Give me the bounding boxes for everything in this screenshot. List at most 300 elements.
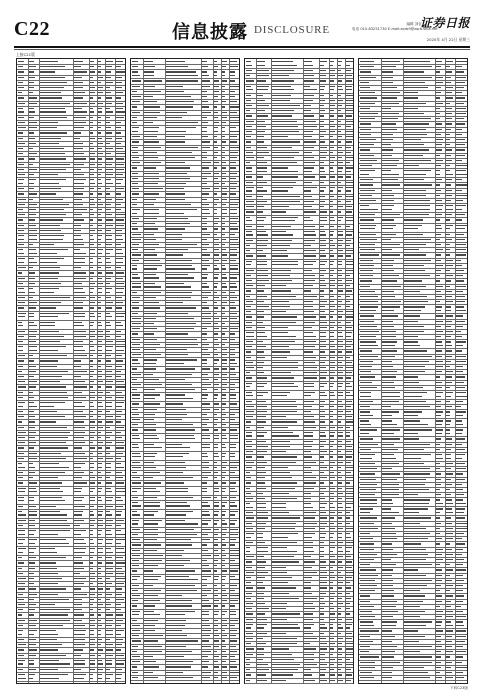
table-cell-text <box>320 270 326 271</box>
table-cell-text <box>98 463 102 464</box>
table-cell-text <box>222 265 225 266</box>
table-cell-text <box>246 80 254 81</box>
table-cell-text <box>446 549 451 550</box>
table-cell-text <box>446 219 450 220</box>
table-cell-text <box>304 542 313 543</box>
table-cell-text <box>166 438 195 439</box>
table-cell-text <box>330 654 333 655</box>
table-cell-text <box>202 96 207 97</box>
table-cell-text <box>272 367 298 368</box>
table-cell-text <box>132 656 139 657</box>
table-cell-text <box>90 138 95 139</box>
table-cell-text <box>202 398 206 399</box>
table-cell-text <box>382 523 392 524</box>
table-cell-text <box>272 627 300 628</box>
table-cell-text <box>320 240 326 241</box>
table-cell-text <box>74 381 85 382</box>
table-cell-text <box>456 345 463 346</box>
table-cell-text <box>29 669 36 670</box>
table-cell-text <box>222 453 226 454</box>
table-cell-text <box>106 397 111 398</box>
table-cell-text <box>202 354 209 355</box>
table-cell-text <box>116 491 125 492</box>
table-cell-text <box>18 230 24 231</box>
table-cell-text <box>404 580 432 581</box>
table-cell-text <box>360 415 372 416</box>
table-cell-text <box>346 561 351 562</box>
table-cell-text <box>214 565 217 566</box>
table-cell-text <box>404 494 418 495</box>
table-cell-text <box>436 575 442 576</box>
table-cell-text <box>90 482 95 483</box>
table-cell-text <box>106 548 110 549</box>
table-cell-text <box>202 75 209 76</box>
table-cell-text <box>436 214 441 215</box>
table-cell-text <box>90 214 94 215</box>
table-cell-text <box>40 262 56 263</box>
table-cell-text <box>330 498 333 499</box>
table-cell-text <box>338 141 341 142</box>
table-cell-text <box>346 250 353 251</box>
table-cell-text <box>40 594 57 595</box>
table-cell-text <box>404 190 426 191</box>
table-cell-text <box>404 265 424 266</box>
table-cell-text <box>18 199 26 200</box>
table-cell-text <box>106 497 113 498</box>
table-cell-text <box>246 547 250 548</box>
table-cell-text <box>346 255 351 256</box>
table-cell-text <box>144 661 155 662</box>
table-cell-text <box>246 362 253 363</box>
table-cell-text <box>74 336 85 337</box>
table-cell-text <box>456 275 463 276</box>
table-cell-text <box>222 117 227 118</box>
table-cell-text <box>404 118 431 119</box>
table-cell-text <box>272 624 298 625</box>
table-cell-text <box>330 80 334 81</box>
table-cell-text <box>320 217 327 218</box>
table-cell-text <box>40 158 65 159</box>
table-cell-text <box>338 619 342 620</box>
table-cell-text <box>18 376 24 377</box>
table-cell-text <box>106 331 109 332</box>
table-cell-text <box>18 463 22 464</box>
table-cell-text <box>202 444 210 445</box>
table-cell-text <box>404 468 430 469</box>
table-cell-text <box>222 585 225 586</box>
table-cell-text <box>116 674 122 675</box>
table-cell-text <box>436 429 443 430</box>
table-cell-text <box>144 167 156 168</box>
table-cell-text <box>90 497 94 498</box>
table-cell-text <box>18 253 24 254</box>
table-cell-text <box>222 666 226 667</box>
table-cell-text <box>346 296 350 297</box>
table-cell-text <box>230 666 237 667</box>
table-cell-text <box>446 489 450 490</box>
table-cell-text <box>246 451 253 452</box>
table-cell-text <box>132 193 139 194</box>
table-cell-text <box>29 313 34 314</box>
table-cell-text <box>90 447 94 448</box>
table-cell-text <box>222 91 225 92</box>
table-cell-text <box>436 580 442 581</box>
table-cell-text <box>166 223 189 224</box>
table-cell-text <box>330 261 334 262</box>
table-cell-text <box>144 147 161 148</box>
table-cell-text <box>456 484 461 485</box>
table-cell-text <box>132 472 137 473</box>
table-cell-text <box>404 350 426 351</box>
table-cell-text <box>90 148 94 149</box>
table-cell-text <box>257 669 269 670</box>
table-cell-text <box>320 638 326 639</box>
table-cell-text <box>29 578 33 579</box>
table-cell-text <box>166 292 192 293</box>
table-cell-text <box>132 419 140 420</box>
table-cell-text <box>320 285 326 286</box>
table-cell-text <box>222 677 226 678</box>
table-cell-text <box>304 147 313 148</box>
table-cell-text <box>90 669 94 670</box>
table-cell-text <box>272 327 288 328</box>
table-cell-text <box>166 646 186 647</box>
table-cell-text <box>257 190 266 191</box>
table-cell-text <box>29 292 35 293</box>
table-cell-text <box>222 595 226 596</box>
table-cell-text <box>90 467 93 468</box>
table-cell-text <box>106 482 112 483</box>
table-cell-text <box>330 147 334 148</box>
table-cell-text <box>166 453 189 454</box>
table-cell-text <box>144 131 158 132</box>
table-cell-text <box>257 126 266 127</box>
table-cell-text <box>202 260 209 261</box>
table-cell-text <box>436 376 440 377</box>
table-cell-text <box>304 105 311 106</box>
table-cell-text <box>346 441 351 442</box>
table-cell-text <box>116 477 123 478</box>
table-cell-text <box>456 165 466 166</box>
table-cell-text <box>214 447 218 448</box>
table-cell-text <box>132 600 138 601</box>
table-cell-text <box>304 201 314 202</box>
table-cell-text <box>90 432 95 433</box>
table-cell-text <box>382 415 391 416</box>
table-cell-text <box>456 601 463 602</box>
table-cell-text <box>214 595 218 596</box>
table-cell-text <box>304 311 314 312</box>
table-cell-text <box>222 374 227 375</box>
table-cell-text <box>106 122 110 123</box>
table-cell-text <box>116 525 121 526</box>
table-cell-text <box>222 661 226 662</box>
table-cell-text <box>338 432 343 433</box>
table-cell-text <box>360 92 375 93</box>
table-cell-text <box>116 552 125 553</box>
table-cell-text <box>320 327 327 328</box>
table-cell-text <box>116 458 121 459</box>
table-cell-text <box>257 245 266 246</box>
table-cell-text <box>246 75 250 76</box>
table-cell-text <box>132 363 140 364</box>
table-cell-text <box>346 551 350 552</box>
table-cell-text <box>144 590 161 591</box>
table-cell-text <box>29 416 35 417</box>
table-cell-text <box>456 517 465 518</box>
table-cell-text <box>382 306 400 307</box>
table-cell-text <box>116 111 125 112</box>
table-cell-text <box>320 627 327 628</box>
table-cell-text <box>330 332 333 333</box>
table-cell-text <box>132 213 137 214</box>
table-cell-text <box>346 627 350 628</box>
table-cell-text <box>214 576 219 577</box>
table-cell-text <box>272 664 300 665</box>
table-cell-text <box>144 75 153 76</box>
table-cell-text <box>404 543 421 544</box>
table-cell-text <box>166 595 182 596</box>
table-cell-text <box>132 585 139 586</box>
table-cell-text <box>320 126 324 127</box>
table-cell-text <box>40 272 59 273</box>
table-cell-text <box>382 190 392 191</box>
table-cell-text <box>436 611 443 612</box>
table-cell-text <box>40 655 66 656</box>
table-cell-text <box>230 635 236 636</box>
table-cell-text <box>360 580 375 581</box>
table-cell-text <box>18 225 24 226</box>
table-cell-text <box>132 620 137 621</box>
table-cell-text <box>132 453 140 454</box>
table-cell-text <box>304 467 310 468</box>
table-cell-text <box>346 528 353 529</box>
table-cell-text <box>304 648 315 649</box>
table-cell-text <box>116 447 124 448</box>
table-cell-text <box>116 262 123 263</box>
table-cell-text <box>40 179 66 180</box>
table-cell-text <box>304 477 316 478</box>
table-cell-text <box>330 551 333 552</box>
table-cell-text <box>257 255 266 256</box>
table-cell-text <box>346 482 350 483</box>
table-cell-text <box>222 193 226 194</box>
table-cell-text <box>246 587 253 588</box>
continued-from-caption: 上接C21版 <box>16 52 35 57</box>
table-cell-text <box>304 187 316 188</box>
table-cell-text <box>436 508 443 509</box>
table-cell-text <box>360 139 375 140</box>
table-cell-text <box>214 462 217 463</box>
table-cell-text <box>116 325 123 326</box>
table-cell-text <box>446 195 452 196</box>
table-cell-text <box>446 108 452 109</box>
table-cell-text <box>320 572 326 573</box>
table-cell-text <box>456 244 466 245</box>
table-cell-text <box>74 77 82 78</box>
table-cell-text <box>202 344 209 345</box>
table-cell-text <box>456 611 463 612</box>
table-cell-text <box>106 132 112 133</box>
table-cell-text <box>230 419 235 420</box>
table-cell-text <box>230 147 239 148</box>
table-cell-text <box>330 441 334 442</box>
table-cell-text <box>214 127 218 128</box>
table-cell-text <box>330 131 335 132</box>
table-cell-text <box>29 467 35 468</box>
table-cell-text <box>230 374 236 375</box>
table-cell-text <box>382 77 393 78</box>
table-cell-text <box>166 328 194 329</box>
table-cell-text <box>436 225 440 226</box>
table-cell-text <box>382 254 400 255</box>
table-cell-text <box>18 557 22 558</box>
table-cell-text <box>18 219 23 220</box>
table-cell-text <box>382 214 400 215</box>
table-cell-text <box>202 86 210 87</box>
table-cell-text <box>446 415 450 416</box>
table-cell-text <box>222 277 227 278</box>
table-cell-text <box>446 595 452 596</box>
table-cell-text <box>40 447 67 448</box>
table-cell-text <box>202 101 208 102</box>
table-cell-text <box>29 588 36 589</box>
table-cell-text <box>144 384 162 385</box>
table-cell-text <box>257 517 268 518</box>
table-cell-text <box>436 356 442 357</box>
table-cell-text <box>404 517 431 518</box>
table-cell-text <box>116 588 122 589</box>
table-cell-text <box>456 296 465 297</box>
table-cell-text <box>74 82 83 83</box>
table-cell-text <box>144 292 161 293</box>
table-cell-text <box>456 361 466 362</box>
table-cell-text <box>98 609 101 610</box>
table-cell-text <box>436 291 441 292</box>
table-cell-text <box>132 318 141 319</box>
table-cell-text <box>214 520 219 521</box>
table-cell-text <box>74 604 82 605</box>
table-cell-text <box>29 179 36 180</box>
table-cell-text <box>29 117 33 118</box>
table-cell-text <box>144 656 153 657</box>
table-cell-text <box>98 568 101 569</box>
table-cell-text <box>436 118 440 119</box>
table-cell-text <box>222 467 226 468</box>
table-cell-text <box>382 396 400 397</box>
table-cell-text <box>330 523 334 524</box>
table-cell-text <box>166 127 196 128</box>
table-cell-text <box>257 421 266 422</box>
table-cell-text <box>404 406 430 407</box>
table-cell-text <box>132 183 138 184</box>
table-cell-text <box>222 359 227 360</box>
table-cell-text <box>202 333 207 334</box>
table-cell-text <box>222 167 226 168</box>
table-cell-text <box>40 346 66 347</box>
table-cell-text <box>132 384 141 385</box>
table-cell-text <box>90 292 93 293</box>
table-cell-text <box>166 106 193 107</box>
table-cell-text <box>166 359 197 360</box>
table-cell-text <box>222 555 226 556</box>
table-cell-text <box>382 611 398 612</box>
table-cell-text <box>404 438 419 439</box>
table-cell-text <box>446 184 451 185</box>
table-cell-text <box>456 291 463 292</box>
table-cell-text <box>214 488 219 489</box>
table-cell-text <box>246 482 251 483</box>
table-cell-text <box>346 603 350 604</box>
table-cell-text <box>246 95 251 96</box>
table-cell-text <box>436 411 443 412</box>
table-cell-text <box>98 148 102 149</box>
table-cell-text <box>132 209 140 210</box>
table-cell-text <box>330 643 335 644</box>
table-cell-text <box>202 611 209 612</box>
table-cell-text <box>98 360 101 361</box>
table-cell-text <box>272 383 294 384</box>
table-cell-text <box>320 220 326 221</box>
table-cell-text <box>18 97 24 98</box>
table-cell-text <box>304 577 311 578</box>
table-cell-text <box>132 477 140 478</box>
table-cell-text <box>132 157 139 158</box>
table-cell-text <box>98 174 101 175</box>
table-cell-text <box>320 654 325 655</box>
table-cell-text <box>222 71 225 72</box>
table-cell-text <box>382 651 395 652</box>
table-cell-text <box>116 530 120 531</box>
table-cell-text <box>98 488 102 489</box>
table-cell-text <box>29 225 35 226</box>
table-cell-text <box>456 424 463 425</box>
table-cell-text <box>106 614 113 615</box>
table-cell-text <box>382 406 391 407</box>
table-cell-text <box>436 616 441 617</box>
table-cell-text <box>346 613 350 614</box>
table-cell-text <box>74 143 83 144</box>
table-cell-text <box>246 421 251 422</box>
table-cell-text <box>214 467 217 468</box>
table-cell-text <box>360 585 376 586</box>
table-cell-text <box>360 214 375 215</box>
table-cell-text <box>230 344 239 345</box>
table-cell-text <box>338 306 341 307</box>
table-cell-text <box>132 570 137 571</box>
table-cell-text <box>404 184 432 185</box>
table-cell-text <box>257 95 263 96</box>
table-cell-text <box>74 117 86 118</box>
table-cell-text <box>338 582 343 583</box>
table-cell-text <box>382 392 399 393</box>
table-cell-text <box>382 468 392 469</box>
table-cell-text <box>222 136 225 137</box>
table-cell-text <box>338 674 342 675</box>
table-cell-text <box>90 514 94 515</box>
table-cell-text <box>18 66 23 67</box>
table-cell-text <box>222 605 225 606</box>
table-cell-text <box>90 402 93 403</box>
table-cell-text <box>144 260 160 261</box>
table-cell-text <box>330 537 333 538</box>
table-cell-text <box>230 157 236 158</box>
table-cell-text <box>446 387 450 388</box>
table-cell-text <box>166 136 185 137</box>
table-cell-text <box>106 530 111 531</box>
table-cell-text <box>116 346 124 347</box>
table-cell-text <box>257 416 266 417</box>
